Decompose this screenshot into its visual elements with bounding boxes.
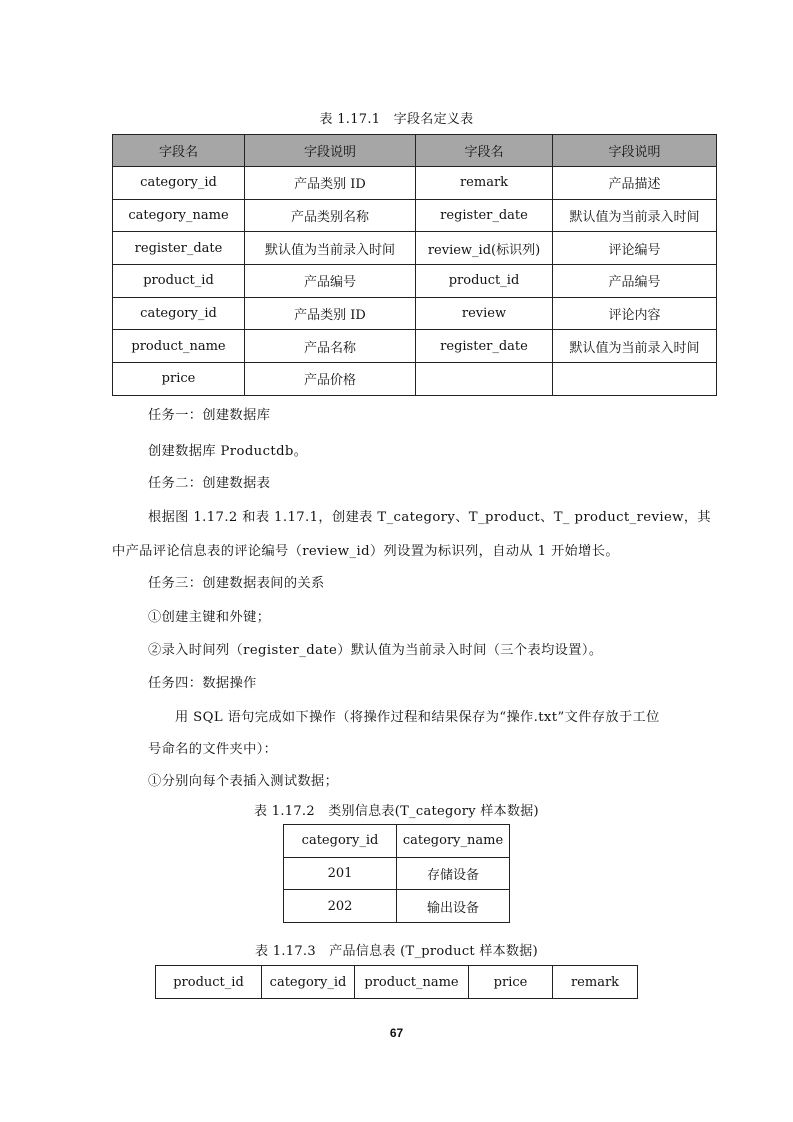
table-cell: 产品名称	[245, 330, 416, 363]
table-cell: 201	[284, 857, 397, 890]
table-cell: register_date	[416, 330, 553, 363]
table-cell: 产品价格	[245, 363, 416, 396]
table-cell: register_date	[416, 199, 553, 232]
header-cell: product_id	[156, 966, 262, 999]
table-row	[113, 167, 717, 200]
table-cell: product_id	[416, 265, 553, 298]
page-number: 67	[389, 1026, 404, 1040]
table-cell: product_id	[113, 265, 245, 298]
table-cell: 产品类别名称	[245, 199, 416, 232]
task2-heading: 任务二：创建数据表	[148, 476, 271, 491]
table-cell	[416, 363, 553, 396]
table-row	[113, 232, 717, 265]
header-cell: category_name	[397, 825, 510, 858]
task4-item1: ①分别向每个表插入测试数据；	[148, 774, 339, 789]
table-row	[113, 363, 717, 396]
table-cell	[553, 363, 717, 396]
table-row	[284, 857, 510, 890]
table-row	[113, 330, 717, 363]
table-cell: 产品类别 ID	[245, 167, 416, 200]
task4-text-line1: 用 SQL 语句完成如下操作（将操作过程和结果保存为“操作.txt”文件存放于工位	[175, 710, 660, 725]
table-cell: 评论编号	[553, 232, 717, 265]
table-cell: 产品类别 ID	[245, 297, 416, 330]
task3-item2: ②录入时间列（register_date）默认值为当前录入时间（三个表均设置）。	[148, 643, 603, 658]
table-cell: 产品编号	[245, 265, 416, 298]
task4-heading: 任务四：数据操作	[148, 676, 257, 691]
header-cell: 字段说明	[553, 135, 717, 167]
header-cell: remark	[553, 966, 638, 999]
table-header-row	[284, 825, 510, 858]
table-row	[284, 890, 510, 923]
header-cell: 字段名	[113, 135, 245, 167]
header-cell: category_id	[284, 825, 397, 858]
header-cell: price	[469, 966, 553, 999]
table1-caption: 表 1.17.1 字段名定义表	[319, 112, 474, 127]
table-cell: review_id(标识列)	[416, 232, 553, 265]
table-header-row	[156, 966, 638, 999]
table-row	[113, 199, 717, 232]
table-cell: 评论内容	[553, 297, 717, 330]
table-row	[113, 297, 717, 330]
header-cell: product_name	[355, 966, 469, 999]
header-cell: 字段说明	[245, 135, 416, 167]
task2-text-line1: 根据图 1.17.2 和表 1.17.1，创建表 T_category、T_product、T_ product_review，其	[148, 510, 712, 525]
table-cell: price	[113, 363, 245, 396]
table-cell: 产品描述	[553, 167, 717, 200]
table-cell: product_name	[113, 330, 245, 363]
table2-caption: 表 1.17.2 类别信息表(T_category 样本数据)	[254, 804, 539, 819]
table-cell: remark	[416, 167, 553, 200]
task3-heading: 任务三：创建数据表间的关系	[148, 576, 325, 591]
table-cell: 存储设备	[397, 857, 510, 890]
table-header-row	[113, 135, 717, 167]
table-cell: 默认值为当前录入时间	[245, 232, 416, 265]
task4-text-line2: 号命名的文件夹中）：	[148, 742, 278, 757]
table-cell: category_name	[113, 199, 245, 232]
table-row	[113, 265, 717, 298]
product-sample-table	[155, 965, 638, 999]
task3-item1: ①创建主键和外键；	[148, 610, 271, 625]
table-cell: 默认值为当前录入时间	[553, 330, 717, 363]
table-cell: category_id	[113, 297, 245, 330]
task1-heading: 任务一：创建数据库	[148, 408, 271, 423]
table3-caption: 表 1.17.3 产品信息表 (T_product 样本数据)	[255, 944, 538, 959]
task2-text-line2: 中产品评论信息表的评论编号（review_id）列设置为标识列，自动从 1 开始增长。	[112, 544, 619, 559]
header-cell: category_id	[262, 966, 355, 999]
table-cell: review	[416, 297, 553, 330]
table-cell: 202	[284, 890, 397, 923]
category-sample-table	[283, 824, 510, 923]
task1-text: 创建数据库 Productdb。	[148, 444, 308, 459]
field-definition-table	[112, 134, 717, 396]
table-cell: 默认值为当前录入时间	[553, 199, 717, 232]
header-cell: 字段名	[416, 135, 553, 167]
table-cell: category_id	[113, 167, 245, 200]
table-cell: 产品编号	[553, 265, 717, 298]
table-cell: register_date	[113, 232, 245, 265]
table-cell: 输出设备	[397, 890, 510, 923]
